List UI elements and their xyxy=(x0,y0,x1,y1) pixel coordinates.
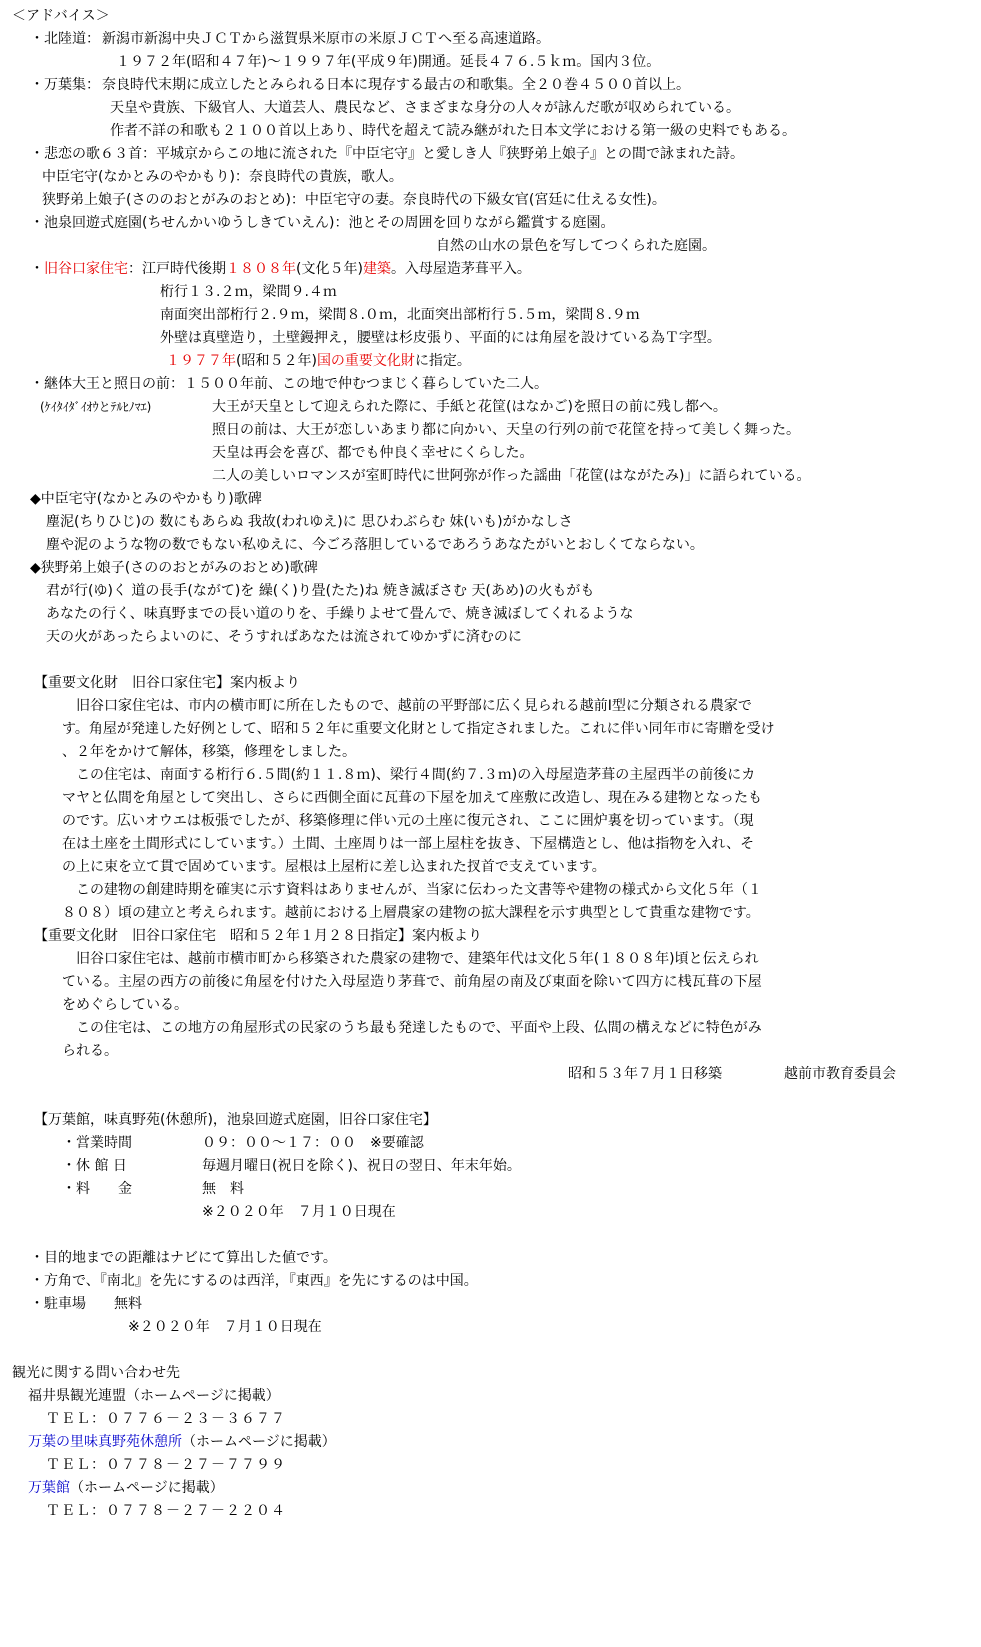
guide2-board: 越前市教育委員会 xyxy=(784,1066,896,1082)
contact-fukui xyxy=(28,1386,280,1406)
contact-manyokan-tel: ＴＥＬ：０７７８－２７－２２０４ xyxy=(46,1503,286,1519)
house-colon: ：江戸時代後期 xyxy=(128,261,226,277)
yakamori-poem-line1: 塵泥(ちりひじ)の 数にもあらぬ 我故(われゆえ)に 思ひわぶらむ 妹(いも)がかなしさ xyxy=(46,514,573,530)
contact-ajimano-link[interactable]: 万葉の里味真野苑休憩所 xyxy=(28,1434,182,1450)
keitai-line5: 二人の美しいロマンスが室町時代に世阿弥が作った謡曲「花筐(はながたみ)」に語られている。 xyxy=(212,468,811,484)
guide2-line: ている。主屋の西方の前後に角屋を付けた入母屋造り茅葺で、前角屋の南及び東面を除いて四方に桟瓦葺の下屋 xyxy=(62,974,762,990)
guide1-heading: 【重要文化財 旧谷口家住宅】案内板より xyxy=(34,675,300,691)
keitai-line2: 大王が天皇として迎えられた際に、手紙と花筐(はなかご)を照日の前に残し都へ。 xyxy=(212,399,727,415)
hokuriku-label: ・北陸道： xyxy=(30,31,100,47)
contact-ajimano-tel: ＴＥＬ：０７７８－２７－７７９９ xyxy=(46,1457,286,1473)
garden-line2: 自然の山水の景色を写してつくられた庭園。 xyxy=(436,238,716,254)
facilities-heading: 【万葉館，味真野苑(休憩所)，池泉回遊式庭園，旧谷口家住宅】 xyxy=(34,1112,437,1128)
manyoshu-label: ・万葉集： xyxy=(30,77,100,93)
guide1-line: の上に束を立て貫で固めています。屋根は上屋桁に差し込まれた扠首で支えています。 xyxy=(62,859,606,875)
guide1-line: のです。広いオウエは板張でしたが、移築修理に伴い元の土座に復元され、ここに囲炉裏を切っています。（現 xyxy=(62,813,754,829)
guide2-line: 旧谷口家住宅は、越前市横市町から移築された農家の建物で、建築年代は文化５年(１８０８年)頃と伝えられ xyxy=(62,951,759,967)
hokuriku-line1: 新潟市新潟中央ＪＣＴから滋賀県米原市の米原ＪＣＴへ至る高速道路。 xyxy=(102,31,550,47)
contact-ajimano xyxy=(28,1432,336,1452)
keitai-kana: (ｹｲﾀｲﾀﾞｲｵｳとﾃﾙﾋﾉﾏｴ) xyxy=(40,400,152,414)
contact-fukui-tel: ＴＥＬ：０７７６－２３－３６７７ xyxy=(46,1411,286,1427)
advice-heading: ＜アドバイス＞ xyxy=(12,8,110,24)
guide2-line: られる。 xyxy=(62,1043,118,1059)
closed-value: 毎週月曜日(祝日を除く)、祝日の翌日、年末年始。 xyxy=(202,1158,521,1174)
otome-poem-line1: 君が行(ゆ)く 道の長手(ながて)を 繰(く)り畳(たた)ね 焼き滅ぼさむ 天(あめ)の火もがも xyxy=(46,583,595,599)
hours-label: ・営業時間 xyxy=(62,1135,132,1151)
guide2-line: をめぐらしている。 xyxy=(62,997,188,1013)
contact-manyokan xyxy=(28,1478,224,1498)
keitai-line1: ・継体大王と照日の前：１５００年前、この地で仲むつまじく暮らしていた二人。 xyxy=(30,376,548,392)
yakamori-poem-line2: 塵や泥のような物の数でもない私ゆえに、今ごろ落胆しているであろうあなたがいとおしくてならない。 xyxy=(46,537,704,553)
guide1-line: ８０８）頃の建立と考えられます。越前における上層農家の建物の拡大課程を示す典型として貴重な建物です。 xyxy=(62,905,760,921)
facilities-note: ※２０２０年 ７月１０日現在 xyxy=(202,1204,396,1220)
manyoshu-line3: 作者不詳の和歌も２１００首以上あり、時代を超えて読み継がれた日本文学における第一級の史料でもある。 xyxy=(110,123,796,139)
hiren-line1: ・悲恋の歌６３首：平城京からこの地に流された『中臣宅守』と愛しき人『狭野弟上娘子』との間で詠まれた詩。 xyxy=(30,146,744,162)
manyoshu-line2: 天皇や貴族、下級官人、大道芸人、農民など、さまざまな身分の人々が詠んだ歌が収められている。 xyxy=(110,100,740,116)
hokuriku-line2: １９７２年(昭和４７年)～１９９７年(平成９年)開通。延長４７６.５ｋｍ。国内３位。 xyxy=(116,54,661,70)
house-designation xyxy=(166,351,471,371)
otome-poem-line2: あなたの行く、味真野までの長い道のりを、手繰りよせて畳んで、焼き滅ぼしてくれるような xyxy=(46,606,634,622)
parking-note: ※２０２０年 ７月１０日現在 xyxy=(128,1319,322,1335)
contact-ajimano-note: （ホームページに掲載） xyxy=(182,1434,336,1450)
house-year: １８０８年 xyxy=(226,261,296,277)
hiren-line2: 中臣宅守(なかとみのやかもり)：奈良時代の貴族，歌人。 xyxy=(42,169,403,185)
contact-manyokan-link[interactable]: 万葉館 xyxy=(28,1480,70,1496)
yakamori-poem-title: ◆中臣宅守(なかとみのやかもり)歌碑 xyxy=(30,491,262,507)
designation-year: １９７７年 xyxy=(166,353,236,369)
guide1-line: 、２年をかけて解体，移築，修理をしました。 xyxy=(62,744,356,760)
guide2-moved: 昭和５３年７月１日移築 xyxy=(568,1066,722,1082)
closed-label: ・休 館 日 xyxy=(62,1158,127,1174)
house-rest: 。入母屋造茅葺平入。 xyxy=(390,261,531,277)
house-title-line xyxy=(30,259,531,279)
otome-poem-title: ◆狭野弟上娘子(さののおとがみのおとめ)歌碑 xyxy=(30,560,318,576)
guide2-line: この住宅は、この地方の角屋形式の民家のうち最も発達したもので、平面や上段、仏間の構えなどに特色がみ xyxy=(62,1020,762,1036)
house-dims2: 南面突出部桁行２.９ｍ，梁間８.０ｍ，北面突出部桁行５.５ｍ，梁間８.９ｍ xyxy=(160,307,640,323)
designation-text: 国の重要文化財 xyxy=(316,353,415,369)
hiren-line3: 狭野弟上娘子(さののおとがみのおとめ)：中臣宅守の妻。奈良時代の下級女官(宮廷に仕える女性)。 xyxy=(42,192,666,208)
note-direction: ・方角で、『南北』を先にするのは西洋，『東西』を先にするのは中国。 xyxy=(30,1273,478,1289)
keitai-line4: 天皇は再会を喜び、都でも仲良く幸せにくらした。 xyxy=(212,445,534,461)
house-bullet: ・ xyxy=(30,261,44,277)
guide2-heading: 【重要文化財 旧谷口家住宅 昭和５２年１月２８日指定】案内板より xyxy=(34,928,482,944)
manyoshu-line1: 奈良時代末期に成立したとみられる日本に現存する最古の和歌集。全２０巻４５００首以上。 xyxy=(102,77,690,93)
guide1-line: マヤと仏間を角屋として突出し、さらに西側全面に瓦葺の下屋を加えて座敷に改造し、現在みる建物となったも xyxy=(62,790,762,806)
house-dims1: 桁行１３.２ｍ，梁間９.４ｍ xyxy=(160,284,337,300)
hours-value: ０９：００～１７：００ ※要確認 xyxy=(202,1135,424,1151)
designation-end: に指定。 xyxy=(414,353,471,369)
guide1-line: 旧谷口家住宅は、市内の横市町に所在したもので、越前の平野部に広く見られる越前Ⅰ型に分類される農家で xyxy=(62,698,752,714)
guide1-line: 在は土座を土間形式にしています。）土間、土座周りは一部上屋柱を抜き、下屋構造とし、他は指物を入れ、そ xyxy=(62,836,755,852)
contacts-heading: 観光に関する問い合わせ先 xyxy=(12,1365,180,1381)
fee-value: 無 料 xyxy=(202,1181,244,1197)
house-built: 建築 xyxy=(362,261,391,277)
guide1-line: この住宅は、南面する桁行６.５間(約１１.８ｍ)、梁行４間(約７.３ｍ)の入母屋造茅葺の主屋西半の前後にカ xyxy=(62,767,756,783)
parking: ・駐車場 無料 xyxy=(30,1296,142,1312)
note-distance: ・目的地までの距離はナビにて算出した値です。 xyxy=(30,1250,337,1266)
house-label: 旧谷口家住宅 xyxy=(44,261,128,277)
otome-poem-line3: 天の火があったらよいのに、そうすればあなたは流されてゆかずに済むのに xyxy=(46,629,522,645)
keitai-line3: 照日の前は、大王が恋しいあまり都に向かい、天皇の行列の前で花筐を持って美しく舞った。 xyxy=(212,422,800,438)
contact-manyokan-note: （ホームページに掲載） xyxy=(70,1480,224,1496)
fee-label: ・料 金 xyxy=(62,1181,132,1197)
contact-fukui-name: 福井県観光連盟 xyxy=(28,1388,126,1404)
contact-fukui-note: （ホームページに掲載） xyxy=(126,1388,280,1404)
designation-era: (昭和５２年) xyxy=(236,353,317,369)
house-era: (文化５年) xyxy=(296,261,363,277)
garden-line1: ・池泉回遊式庭園(ちせんかいゆうしきていえん)：池とその周囲を回りながら鑑賞する庭園。 xyxy=(30,215,615,231)
house-walls: 外壁は真壁造り，土壁鏝押え，腰壁は杉皮張り、平面的には角屋を設けている為Ｔ字型。 xyxy=(160,330,721,346)
guide1-line: この建物の創建時期を確実に示す資料はありませんが、当家に伝わった文書等や建物の様式から文化５年（１ xyxy=(62,882,762,898)
guide1-line: す。角屋が発達した好例として、昭和５２年に重要文化財として指定されました。これに伴い同年市に寄贈を受け xyxy=(62,721,775,737)
